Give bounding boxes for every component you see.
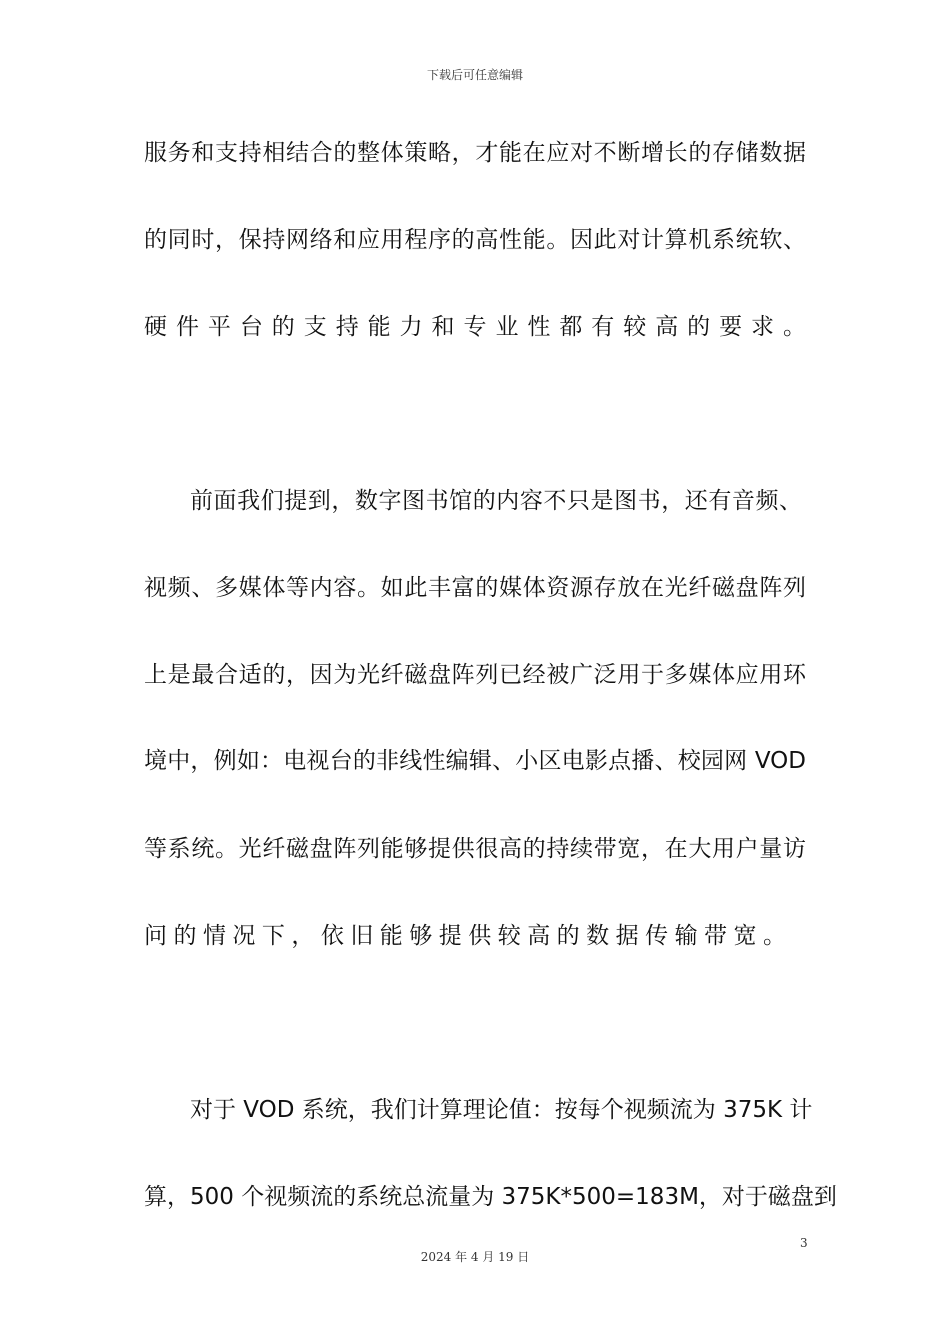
text-line-8: 等系统。光纤磁盘阵列能够提供很高的持续带宽，在大用户量访 [144, 836, 806, 862]
page-header: 下载后可任意编辑 [426, 68, 523, 82]
text-line-3: 硬件平台的支持能力和专业性都有较高的要求。 [144, 314, 806, 340]
text-line-5: 视频、多媒体等内容。如此丰富的媒体资源存放在光纤磁盘阵列 [144, 575, 806, 601]
text-line-1: 服务和支持相结合的整体策略，才能在应对不断增长的存储数据 [144, 140, 806, 166]
text-line-6: 上是最合适的，因为光纤磁盘阵列已经被广泛用于多媒体应用环 [144, 662, 806, 688]
text-line-11: 算，500 个视频流的系统总流量为 375K*500=183M，对于磁盘到 [144, 1184, 837, 1210]
page-number: 3 [800, 1236, 808, 1250]
text-line-4: 前面我们提到，数字图书馆的内容不只是图书，还有音频、 [190, 488, 802, 514]
text-line-9: 问的情况下，依旧能够提供较高的数据传输带宽。 [144, 923, 786, 949]
page-footer-date: 2024 年 4 月 19 日 [420, 1250, 530, 1264]
text-line-7: 境中，例如：电视台的非线性编辑、小区电影点播、校园网 VOD [144, 748, 806, 774]
text-line-2: 的同时，保持网络和应用程序的高性能。因此对计算机系统软、 [144, 227, 806, 253]
text-line-10: 对于 VOD 系统，我们计算理论值：按每个视频流为 375K 计 [190, 1097, 813, 1123]
